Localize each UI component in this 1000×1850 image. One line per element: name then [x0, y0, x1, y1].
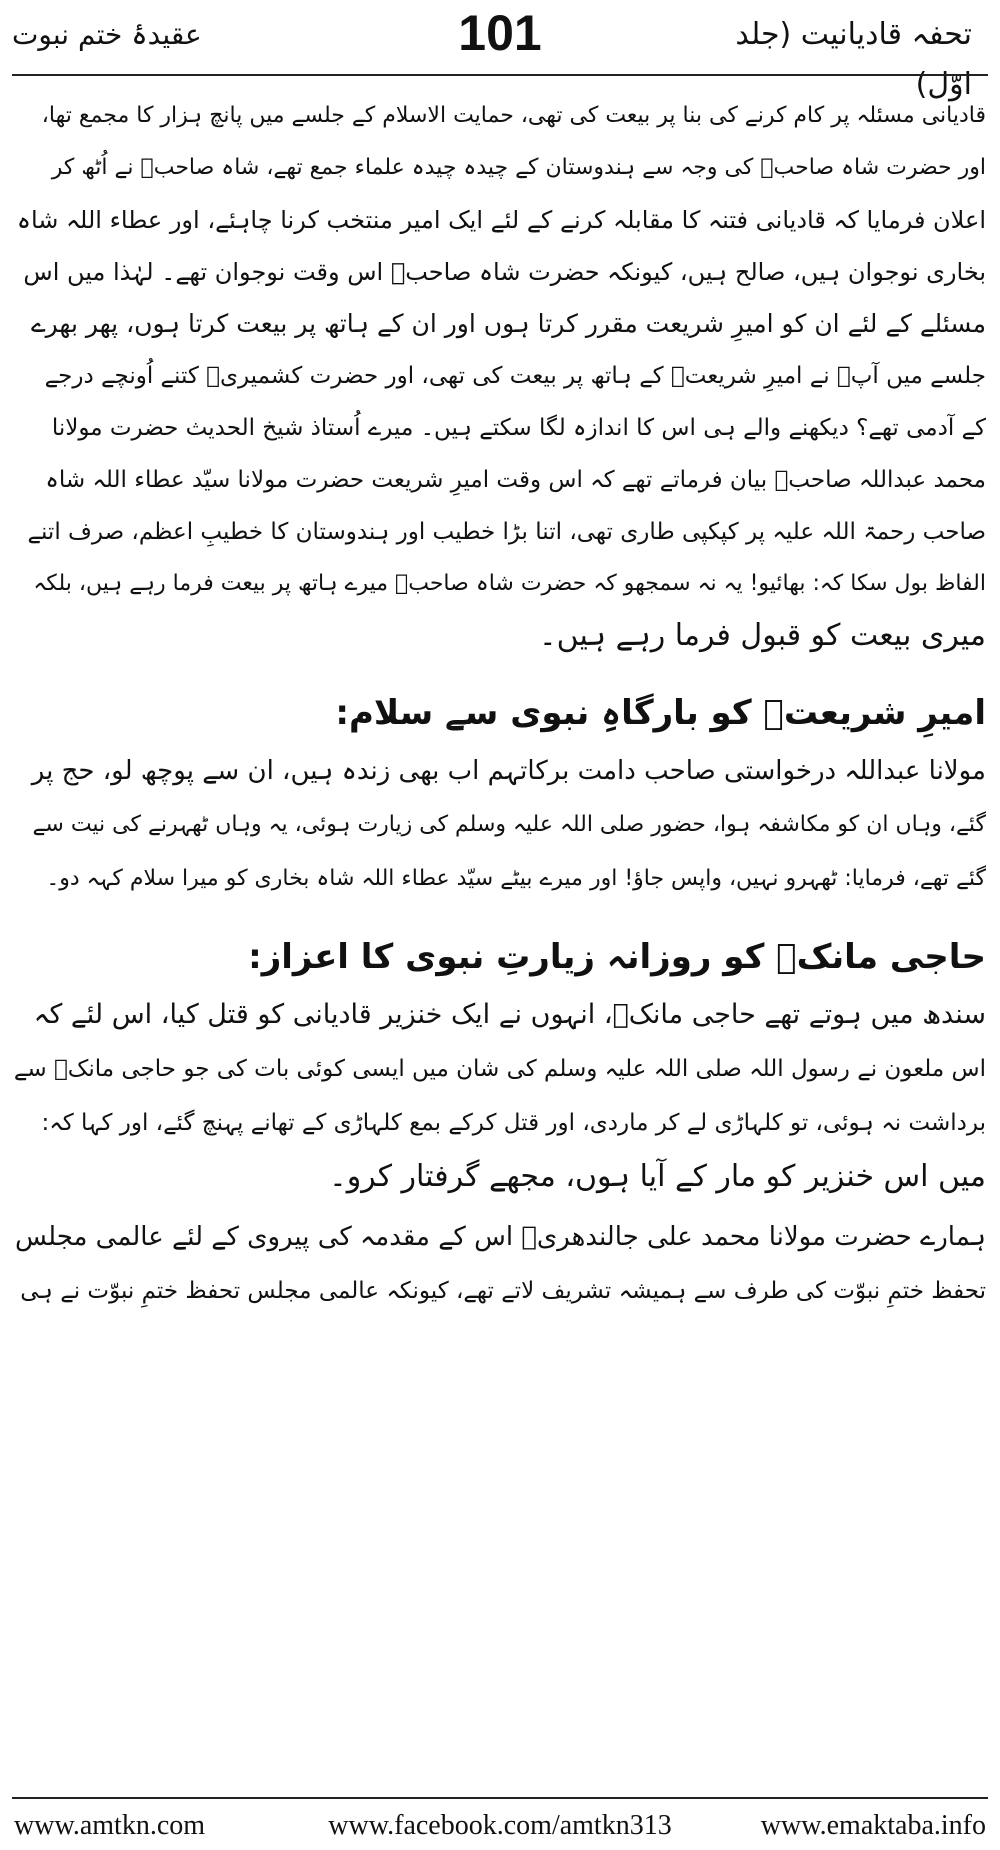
paragraph-2: [14, 744, 986, 906]
text-line: کے آدمی تھے؟ دیکھنے والے ہی اس کا اندازہ لگا سکتے ہیں۔ میرے اُستاذ شیخ الحدیث حضرت مولانا: [51, 415, 986, 441]
footer-link-amtkn[interactable]: www.amtkn.com: [14, 1810, 206, 1841]
text-line: گئے تھے، فرمایا: ٹھہرو نہیں، واپس جاؤ! اور میرے بیٹے سیّد عطاء اللہ شاہ بخاری کو میرا سلام کہہ دو۔: [46, 866, 986, 891]
header-divider: [12, 74, 988, 76]
text-line: برداشت نہ ہوئی، تو کلہاڑی لے کر ماردی، اور قتل کرکے بمع کلہاڑی کے تھانے پہنچ گئے، اور کہا کہ:: [41, 1110, 986, 1136]
text-line: بخاری نوجوان ہیں، صالح ہیں، کیونکہ حضرت شاہ صاحبؒ اس وقت نوجوان تھے۔ لہٰذا میں اس: [23, 258, 986, 286]
paragraph-1: [14, 90, 986, 662]
text-line: قادیانی مسئلہ پر کام کرنے کی بنا پر بیعت کی تھی، حمایت الاسلام کے جلسے میں پانچ ہزار کا مجمع تھا،: [41, 103, 986, 128]
section-heading-2: حاجی مانکؒ کو روزانہ زیارتِ نبوی کا اعزاز:: [248, 937, 986, 977]
page-number: 101: [458, 5, 542, 61]
text-line: صاحب رحمۃ اللہ علیہ پر کپکپی طاری تھی، اتنا بڑا خطیب اور ہندوستان کا خطیبِ اعظم، صرف اتنے: [27, 519, 986, 545]
footer-link-emaktaba[interactable]: www.emaktaba.info: [760, 1810, 986, 1841]
text-line: میں اس خنزیر کو مار کے آیا ہوں، مجھے گرفتار کرو۔: [329, 1159, 986, 1194]
text-line: محمد عبداللہ صاحبؒ بیان فرماتے تھے کہ اس وقت امیرِ شریعت حضرت مولانا سیّد عطاء اللہ شاہ: [45, 467, 986, 493]
text-line: تحفظ ختمِ نبوّت کی طرف سے ہمیشہ تشریف لاتے تھے، کیونکہ عالمی مجلس تحفظ ختمِ نبوّت نے ہی: [20, 1278, 986, 1304]
text-line: ہمارے حضرت مولانا محمد علی جالندھریؒ اس کے مقدمہ کی پیروی کے لئے عالمی مجلس: [14, 1222, 986, 1252]
paragraph-3: [14, 988, 986, 1204]
paragraph-4: [14, 1210, 986, 1318]
section-title: عقیدۂ ختم نبوت: [12, 18, 202, 51]
text-line: سندھ میں ہوتے تھے حاجی مانکؒ، انہوں نے ایک خنزیر قادیانی کو قتل کیا، اس لئے کہ: [33, 999, 986, 1030]
text-line: مسئلے کے لئے ان کو امیرِ شریعت مقرر کرتا ہوں اور ان کے ہاتھ پر بیعت کرتا ہوں، پھر بھرے: [30, 309, 986, 338]
page-body: [14, 90, 986, 1318]
text-line: اور حضرت شاہ صاحبؒ کی وجہ سے ہندوستان کے چیدہ چیدہ علماء جمع تھے، شاہ صاحبؒ نے اُٹھ کر: [51, 155, 986, 180]
footer-link-facebook[interactable]: www.facebook.com/amtkn313: [328, 1810, 672, 1841]
text-line: الفاظ بول سکا کہ: بھائیو! یہ نہ سمجھو کہ حضرت شاہ صاحبؒ میرے ہاتھ پر بیعت فرما رہے ہیں، بلکہ: [33, 571, 986, 596]
text-line: میری بیعت کو قبول فرما رہے ہیں۔: [539, 618, 986, 653]
text-line: اس ملعون نے رسول اللہ صلی اللہ علیہ وسلم کی شان میں ایسی کوئی بات کی جو حاجی مانکؒ سے: [14, 1056, 986, 1082]
page-footer: [0, 1806, 1000, 1846]
footer-divider: [12, 1797, 988, 1799]
text-line: گئے، وہاں ان کو مکاشفہ ہوا، حضور صلی اللہ علیہ وسلم کی زیارت ہوئی، یہ وہاں ٹھہرنے کی نیت سے: [32, 812, 986, 837]
section-heading-1: امیرِ شریعتؒ کو بارگاہِ نبوی سے سلام:: [335, 693, 986, 733]
text-line: اعلان فرمایا کہ قادیانی فتنہ کا مقابلہ کرنے کے لئے ایک امیر منتخب کرنا چاہئے، اور عطاء اللہ شاہ: [16, 206, 986, 234]
text-line: مولانا عبداللہ درخواستی صاحب دامت برکاتہم اب بھی زندہ ہیں، ان سے پوچھ لو، حج پر: [31, 756, 986, 786]
page-header: [0, 0, 1000, 102]
book-title: تحفہ قادیانیت (جلد اوّل): [735, 17, 972, 102]
text-line: جلسے میں آپؒ نے امیرِ شریعتؒ کے ہاتھ پر بیعت کی تھی، اور حضرت کشمیریؒ کتنے اُونچے درجے: [44, 363, 986, 389]
